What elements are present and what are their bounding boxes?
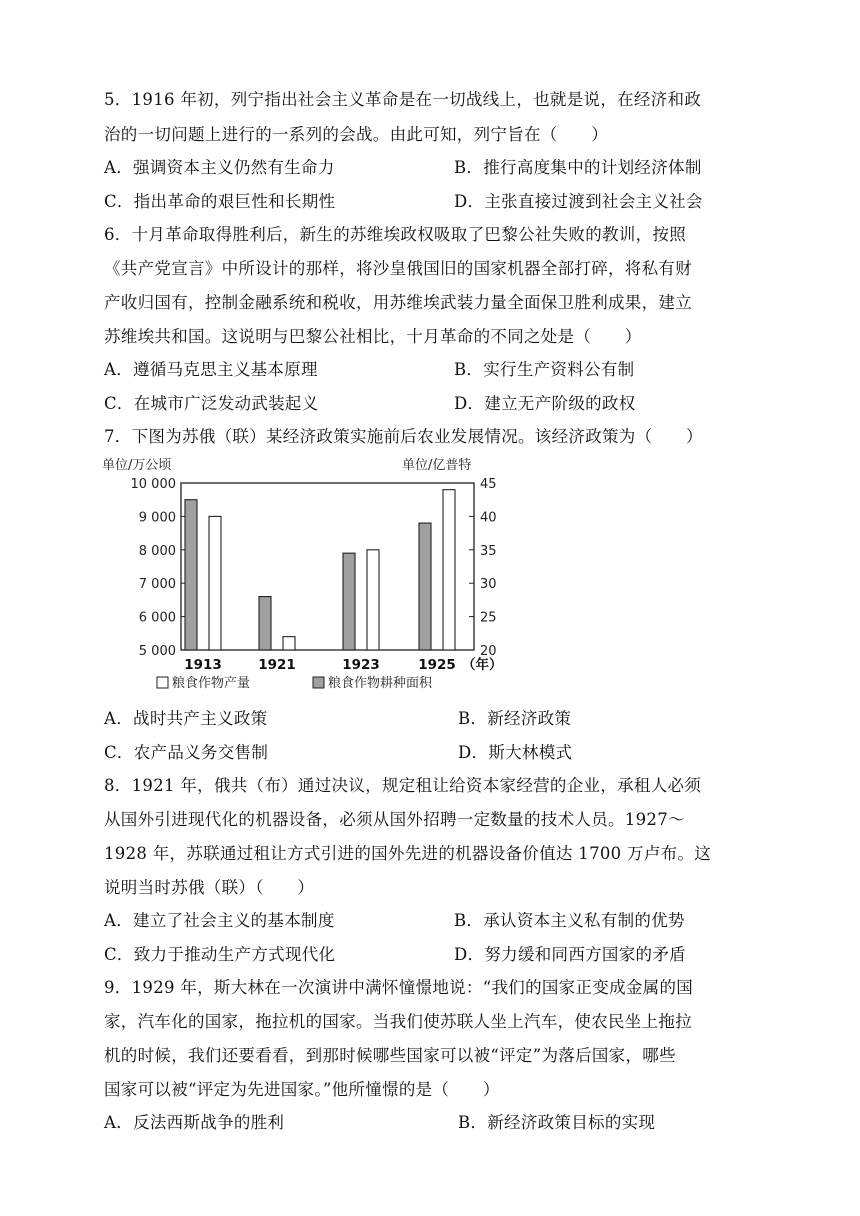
right-axis-unit-label: 单位/亿普特: [402, 458, 472, 473]
q7-option-d[interactable]: D．斯大林模式: [458, 743, 573, 762]
q9-stem-line-4: 国家可以被“评定为先进国家。”他所憧憬的是（ ）: [104, 1080, 500, 1099]
bar-grain-output: [443, 490, 455, 650]
q6-stem-line-3: 产收归国有，控制金融系统和税收，用苏维埃武装力量全面保卫胜利成果，建立: [104, 293, 692, 312]
q5-option-b[interactable]: B．推行高度集中的计划经济体制: [454, 158, 702, 177]
x-tick-label: 1913: [184, 657, 222, 673]
q6-option-b[interactable]: B．实行生产资料公有制: [454, 360, 635, 379]
bar-sown-area: [419, 523, 431, 650]
right-tick-label: 30: [480, 577, 497, 593]
legend-label-output: 粮食作物产量: [172, 676, 251, 691]
q9-stem-line-2: 家，汽车化的国家，拖拉机的国家。当我们使苏联人坐上汽车，使农民坐上拖拉: [104, 1012, 692, 1031]
bar-sown-area: [343, 553, 355, 650]
q8-stem-line-4: 说明当时苏俄（联）（ ）: [104, 878, 315, 897]
legend-label-area: 粮食作物耕种面积: [328, 676, 433, 691]
q6-stem-line-1: 6．十月革命取得胜利后，新生的苏维埃政权吸取了巴黎公社失败的教训，按照: [104, 225, 686, 244]
bar-grain-output: [209, 516, 221, 650]
right-tick-label: 25: [480, 610, 497, 626]
q6-option-a[interactable]: A．遵循马克思主义基本原理: [104, 360, 318, 379]
q9-option-b[interactable]: B．新经济政策目标的实现: [458, 1113, 656, 1132]
legend-swatch-output: [157, 677, 168, 688]
q5-option-c[interactable]: C．指出革命的艰巨性和长期性: [104, 192, 336, 211]
bar-grain-output: [367, 550, 379, 650]
q8-option-c[interactable]: C．致力于推动生产方式现代化: [104, 945, 336, 964]
q9-option-a[interactable]: A．反法西斯战争的胜利: [104, 1113, 285, 1132]
agriculture-bar-chart: [100, 452, 520, 702]
q8-stem-line-2: 从国外引进现代化的机器设备，必须从国外招聘一定数量的技术人员。1927～: [104, 810, 685, 829]
q8-option-a[interactable]: A．建立了社会主义的基本制度: [104, 911, 335, 930]
legend-swatch-area: [313, 677, 324, 688]
q5-option-d[interactable]: D．主张直接过渡到社会主义社会: [454, 192, 703, 211]
left-tick-label: 10 000: [130, 477, 176, 492]
q7-option-b[interactable]: B．新经济政策: [458, 709, 572, 728]
bar-sown-area: [185, 500, 197, 650]
left-tick-label: 6 000: [138, 610, 176, 626]
x-axis-unit-label: （年）: [462, 657, 503, 673]
q6-stem-line-4: 苏维埃共和国。这说明与巴黎公社相比，十月革命的不同之处是（ ）: [104, 327, 642, 346]
right-tick-label: 35: [480, 543, 497, 559]
left-axis-unit-label: 单位/万公顷: [102, 458, 172, 473]
right-tick-label: 20: [480, 644, 497, 659]
x-tick-label: 1923: [342, 657, 380, 673]
bar-sown-area: [259, 597, 271, 650]
q5-stem-line-2: 治的一切问题上进行的一系列的会战。由此可知，列宁旨在（ ）: [104, 125, 608, 144]
left-tick-label: 7 000: [138, 577, 176, 593]
x-tick-label: 1925: [418, 657, 456, 673]
q5-stem-line-1: 5．1916 年初，列宁指出社会主义革命是在一切战线上，也就是说，在经济和政: [104, 90, 702, 109]
q9-stem-line-3: 机的时候，我们还要看看，到那时候哪些国家可以被“评定”为落后国家，哪些: [104, 1046, 676, 1065]
q7-option-c[interactable]: C．农产品义务交售制: [104, 743, 269, 762]
q8-option-b[interactable]: B．承认资本主义私有制的优势: [454, 911, 685, 930]
q8-option-d[interactable]: D．努力缓和同西方国家的矛盾: [454, 945, 686, 964]
left-tick-label: 5 000: [138, 644, 176, 659]
q7-option-a[interactable]: A．战时共产主义政策: [104, 709, 268, 728]
left-tick-label: 8 000: [138, 543, 176, 559]
right-tick-label: 45: [480, 477, 497, 492]
left-tick-label: 9 000: [138, 510, 176, 526]
q8-stem-line-3: 1928 年，苏联通过租让方式引进的国外先进的机器设备价值达 1700 万卢布。这: [104, 844, 712, 863]
q6-option-c[interactable]: C．在城市广泛发动武装起义: [104, 394, 319, 413]
q6-stem-line-2: 《共产党宣言》中所设计的那样，将沙皇俄国旧的国家机器全部打碎，将私有财: [104, 259, 692, 278]
x-tick-label: 1921: [258, 657, 296, 673]
bar-grain-output: [283, 637, 295, 650]
q9-stem-line-1: 9．1929 年，斯大林在一次演讲中满怀憧憬地说：“我们的国家正变成金属的国: [104, 978, 694, 997]
q7-stem-line-1: 7．下图为苏俄（联）某经济政策实施前后农业发展情况。该经济政策为（ ）: [104, 427, 703, 446]
q5-option-a[interactable]: A．强调资本主义仍然有生命力: [104, 158, 335, 177]
q8-stem-line-1: 8．1921 年，俄共（布）通过决议，规定租让给资本家经营的企业，承租人必须: [104, 776, 702, 795]
q6-option-d[interactable]: D．建立无产阶级的政权: [454, 394, 636, 413]
right-tick-label: 40: [480, 510, 497, 526]
